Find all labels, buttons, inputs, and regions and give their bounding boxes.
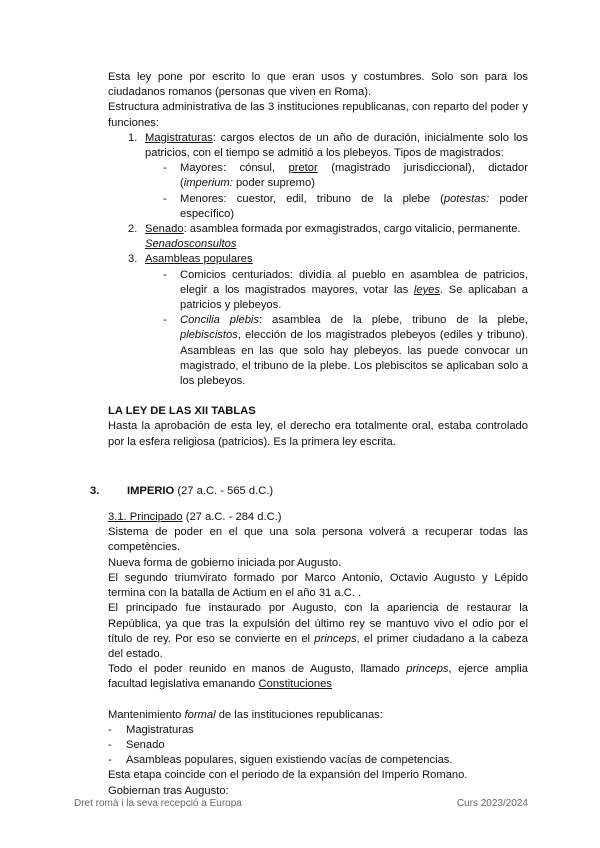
- mantenimiento-text-2: de las instituciones republicanas:: [215, 708, 383, 721]
- document-body: [90, 70, 528, 799]
- menores-text-2: poder específico): [180, 192, 528, 220]
- term-senado: Senado: [145, 223, 184, 236]
- list-item-label: Asambleas populares, siguen existiendo vacías de competencias.: [126, 754, 453, 767]
- list-item-asambleas-2: [108, 753, 528, 768]
- dash-marker: -: [163, 162, 167, 175]
- paragraph-principado: [108, 601, 528, 662]
- term-concilia-plebis: Concilia plebis: [180, 314, 260, 327]
- paragraph-poder: [108, 662, 528, 692]
- term-senadosconsultos: Senadosconsultos: [145, 238, 237, 251]
- term-princeps: princeps: [314, 632, 357, 645]
- comicios-text: Comicios centuriados: dividía al pueblo en asamblea de patricios, elegir a los magistrados mayores, votar las: [180, 268, 528, 296]
- term-pretor: pretor: [288, 162, 318, 175]
- mantenimiento-text: Mantenimiento: [108, 708, 185, 721]
- dash-marker: -: [108, 754, 112, 767]
- principado-text-2: , el primer ciudadano a la cabeza del estado.: [108, 632, 528, 660]
- heading-imperio: [90, 484, 528, 499]
- comicios-text-2: . Se aplicaban a patricios y plebeyos.: [180, 283, 528, 312]
- term-asambleas-populares: Asambleas populares: [145, 253, 253, 266]
- list-item-senado: [108, 222, 528, 252]
- subheading-principado: [108, 510, 528, 525]
- list-item-magistraturas: [108, 131, 528, 161]
- term-imperium: imperium:: [183, 177, 233, 190]
- term-magistraturas: Magistraturas: [145, 131, 213, 144]
- heading-imperio-title: IMPERIO: [127, 484, 175, 497]
- footer-course-year: Curs 2023/2024: [456, 798, 528, 809]
- dash-marker: -: [163, 314, 167, 327]
- mayores-text-3: poder supremo): [232, 177, 315, 190]
- paragraph-mantenimiento: [108, 708, 528, 723]
- paragraph-etapa: Esta etapa coincide con el periodo de la expansión del Imperio Romano.: [108, 769, 468, 782]
- magistraturas-text: : cargos electos de un año de duración, inicialmente solo los patricios, con el tiempo se admitió a los plebeyos. Tipos de magistrados:: [145, 131, 528, 160]
- list-number: 2.: [128, 223, 138, 236]
- term-formal: formal: [184, 708, 216, 721]
- institutions-list: [108, 131, 528, 389]
- list-item-senado-2: [108, 738, 528, 753]
- list-number: 3.: [128, 253, 138, 266]
- paragraph-sistema: Sistema de poder en el que una sola persona volverá a recuperar todas las competències.: [108, 526, 528, 554]
- concilia-text: : asamblea de la plebe, tribuno de la plebe,: [259, 314, 528, 327]
- term-constituciones: Constituciones: [258, 678, 332, 691]
- dash-marker: -: [108, 738, 112, 751]
- subheading-principado-dates: (27 a.C. - 284 d.C.): [182, 511, 282, 524]
- list-item-concilia-plebis: [108, 313, 528, 389]
- paragraph-triumvirato: El segundo triumvirato formado por Marco Antonio, Octavio Augusto y Lépido termina con la batalla de Actium en el año 31 a.C. .: [108, 571, 528, 600]
- term-potestas: potestas:: [443, 192, 490, 205]
- dash-marker: -: [108, 723, 112, 736]
- poder-text-2: , ejerce amplia facultad legislativa emanando: [108, 663, 528, 691]
- footer-course-title: Dret romà i la seva recepció a Europa: [74, 798, 242, 809]
- paragraph-estructura: Estructura administrativa de las 3 instituciones republicanas, con reparto del poder y funciones:: [108, 101, 528, 129]
- poder-text: Todo el poder reunido en manos de Augusto, llamado: [108, 663, 407, 676]
- paragraph-ley-escrita: Esta ley pone por escrito lo que eran usos y costumbres. Solo son para los ciudadanos romanos (personas que viven en Roma).: [108, 71, 528, 99]
- list-item-label: Senado: [126, 738, 165, 751]
- mayores-text: Mayores: cónsul,: [180, 162, 289, 175]
- senado-text: : asamblea formada por exmagistrados, cargo vitalicio, permanente.: [183, 223, 521, 236]
- list-item-comicios: [108, 268, 528, 314]
- paragraph-xii-tablas: Hasta la aprobación de esta ley, el derecho era totalmente oral, estaba controlado por la esfera religiosa (patricios). Es la primera ley escrita.: [108, 420, 528, 448]
- dash-marker: -: [163, 192, 167, 205]
- term-plebiscistos: plebiscistos: [180, 329, 238, 342]
- list-item-asambleas: [108, 252, 528, 267]
- section-number: 3.: [90, 484, 100, 497]
- list-item-mayores: [108, 161, 528, 191]
- concilia-text-2: , elección de los magistrados plebeyos (ediles y tribuno). Asambleas en las que solo hay plebeyos. las puede convocar un magistrado, el tribuno de la plebe. Los plebiscitos se aplicaban solo a los plebeyos.: [180, 329, 528, 388]
- paragraph-nueva-forma: Nueva forma de gobierno iniciada por Augusto.: [108, 556, 342, 569]
- principado-text: El principado fue instaurado por Augusto, con la apariencia de restaurar la República, ya que tras la expulsión del último rey se mantuvo vivo el odio por el título de rey. Por eso se convierte en el: [108, 602, 528, 645]
- list-item-menores: [108, 192, 528, 222]
- menores-text: Menores: cuestor, edil, tribuno de la plebe (: [180, 192, 444, 205]
- term-leyes: leyes: [413, 283, 440, 296]
- term-princeps-2: princeps: [406, 663, 449, 676]
- heading-imperio-dates: (27 a.C. - 565 d.C.): [174, 484, 274, 497]
- list-item-label: Magistraturas: [126, 723, 194, 736]
- list-item-magistraturas-2: [108, 723, 528, 738]
- mayores-text-2: (magistrado jurisdiccional), dictador (: [180, 162, 528, 190]
- list-number: 1.: [128, 131, 138, 144]
- paragraph-gobiernan: Gobiernan tras Augusto:: [108, 784, 229, 797]
- subheading-principado-title: 3.1. Principado: [108, 511, 183, 524]
- dash-marker: -: [163, 268, 167, 281]
- heading-xii-tablas: LA LEY DE LAS XII TABLAS: [108, 405, 256, 418]
